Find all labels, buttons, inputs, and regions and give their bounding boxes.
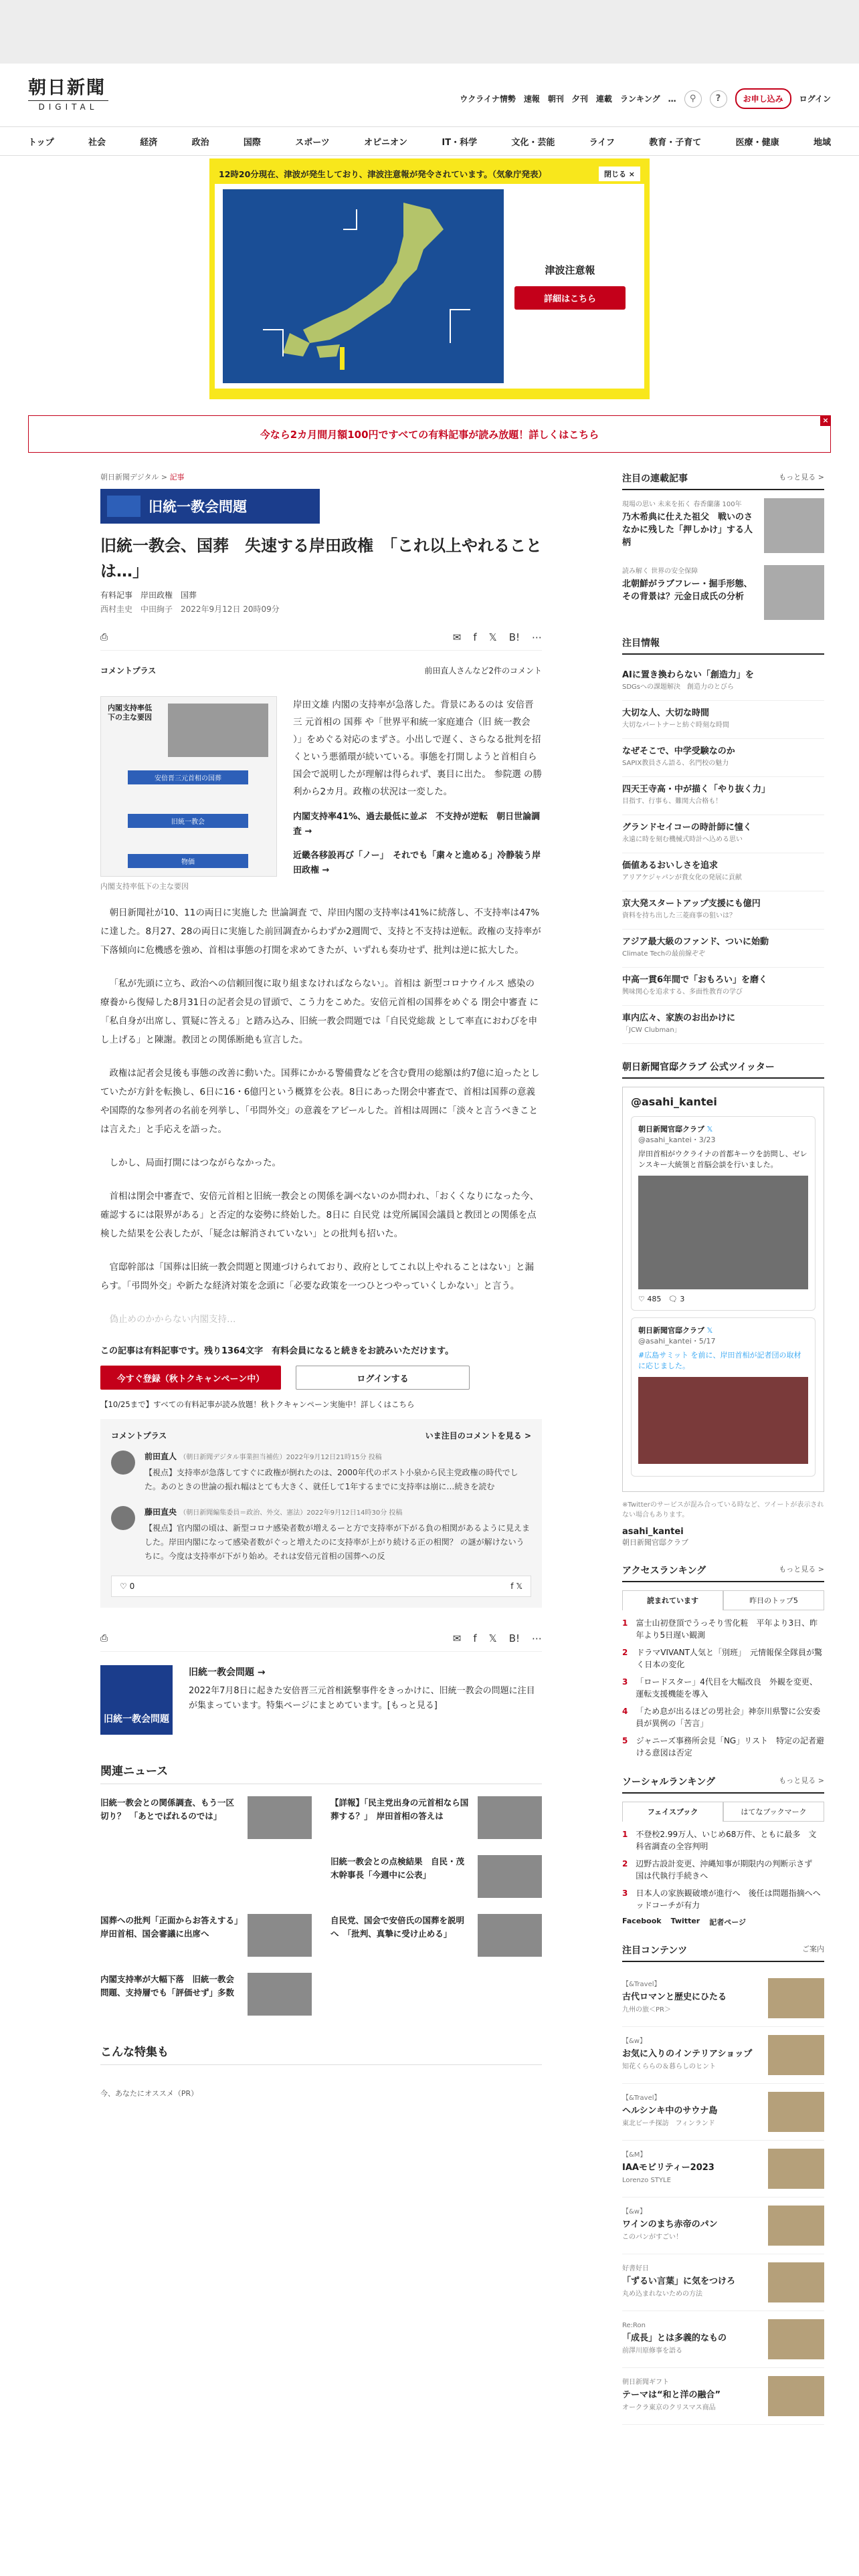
ranking-item[interactable] — [622, 1705, 824, 1729]
print-icon[interactable]: ⎙ — [100, 1632, 108, 1644]
notice-title: AIに置き換わらない「創造力」を — [622, 670, 754, 680]
comment-item — [111, 1451, 531, 1494]
serial-item[interactable] — [622, 565, 824, 620]
related-news-title: 旧統一教会との点検結果 自民・茂木幹事長「今週中に公表」 — [330, 1856, 465, 1880]
notice-box — [622, 636, 824, 1044]
related-news-title: 【詳報】「民主党出身の元首相なら国葬する？」 岸田首相の答えは — [330, 1798, 469, 1821]
serial-more-link[interactable]: もっと見る > — [779, 473, 824, 481]
nav-ukraine[interactable]: ウクライナ情勢 — [460, 94, 516, 104]
paragraph: 政権は記者会見後も事態の改善に動いた。国葬にかかる警備費などを含む費用の総額は約7億に迫ったとしていたが方針を転換し、6日に16・6億円という概算を公表。8日にあった閉会中審査で、首相は国葬の意義や国際的な参列者の名前を列挙し、「弔問外交」の意義をアピールした。首相は周囲に「淡々と言うべきことは言えた」と手応えを語った。 — [100, 1068, 540, 1135]
tab-facebook[interactable]: フェイスブック — [622, 1802, 723, 1822]
related-news-thumb — [248, 1973, 312, 2016]
social-item[interactable] — [622, 1858, 824, 1882]
content-meta: 丸め込まれないための方法 — [622, 2290, 702, 2298]
comments-more-link[interactable]: いま注目のコメントを見る > — [425, 1431, 531, 1440]
related-news-title: 自民党、国会で安倍氏の国葬を説明へ 「批判、真摯に受け止める」 — [330, 1915, 465, 1939]
image-caption: 内閣支持率低下の主な要因 — [100, 882, 189, 891]
content-meta: 九州の旅＜PR＞ — [622, 2006, 671, 2014]
related-news-thumb — [478, 1914, 542, 1957]
notice-sub: SAPIX教員さん語る、名門校の魅力 — [622, 760, 729, 767]
notice-title: なぜそこで、中学受験なのか — [622, 746, 735, 756]
like-count: 0 — [129, 1582, 135, 1591]
facebook-link[interactable]: Facebook — [622, 1917, 662, 1925]
content-source: 【&w】 — [622, 2208, 646, 2216]
ranking-item[interactable] — [622, 1735, 824, 1759]
notice-sub: 資料を持ち出した三菱商事の狙いは？ — [622, 912, 736, 920]
related-news-title: 内閣支持率が大幅下落 旧統一教会問題、支持層でも「評価せず」多数 — [100, 1974, 235, 1998]
twitter-box — [622, 1060, 824, 1547]
related-link-2[interactable]: 近畿各移設再び「ノー」 それでも「粛々と進める」冷静装う岸田政権 → — [293, 851, 541, 875]
notice-title: 大切な人、大切な時間 — [622, 708, 710, 718]
ranking-number: 1 — [622, 1618, 628, 1628]
comment-text: 【視点】支持率が急落してすぐに政権が倒れたのは、2000年代のボスト小泉から民主党政権の時代でした。あのときの世論の振れ幅はとても大きく、就任して1年するまでに支持率は崩に…続きを読む — [145, 1468, 518, 1491]
content-heading: 注目コンテンツ — [622, 1945, 688, 1956]
related-news-grid — [100, 1796, 542, 2016]
article-main — [100, 471, 542, 2099]
ranking-number: 3 — [622, 1677, 628, 1687]
related-news-heading: 関連ニュース — [100, 1761, 542, 1784]
mail-icon[interactable]: ✉ — [452, 1632, 462, 1644]
related-news-title — [330, 1973, 542, 2016]
series-card-image: 旧統一教会問題 — [100, 1665, 173, 1735]
featured-content — [622, 1943, 824, 2425]
tweet-photo — [638, 1176, 808, 1289]
social-title: 不登校2.99万人、いじめ68万件、ともに最多 文科省調査の全容判明 — [636, 1830, 817, 1851]
content-source: 【&Travel】 — [622, 2095, 661, 2102]
like-share-icons[interactable]: f 𝕏 — [510, 1582, 522, 1591]
tag-kishida[interactable]: 岸田政権 — [140, 591, 173, 600]
content-source: 好書好日 — [622, 2265, 649, 2272]
social-number: 2 — [622, 1859, 628, 1868]
content-item[interactable] — [622, 2084, 824, 2141]
tab-most-read[interactable]: 読まれています — [622, 1590, 723, 1610]
content-item[interactable] — [622, 2141, 824, 2197]
content-more-link[interactable]: ご案内 — [802, 1945, 824, 1953]
social-number: 3 — [622, 1889, 628, 1898]
infographic-funeral: 安倍晋三元首相の国葬 — [128, 770, 248, 784]
notice-sub: 永遠に時を刻む機械式時計へ込める思い — [622, 836, 743, 843]
japan-map — [223, 189, 504, 383]
social-heading: ソーシャルランキング — [622, 1777, 716, 1788]
infographic-prices: 物価 — [128, 854, 248, 868]
related-news-item[interactable] — [330, 1914, 542, 1957]
tab-yesterday-top5[interactable]: 昨日のトップ5 — [723, 1590, 824, 1610]
content-meta: 知花くららの＆暮らしのヒント — [622, 2063, 716, 2070]
alert-close-button[interactable]: 閉じる × — [599, 167, 640, 181]
notice-item[interactable] — [622, 739, 824, 777]
notice-title: グランドセイコーの時計師に憧く — [622, 823, 752, 833]
tweet-text: 岸田首相がウクライナの首都キーウを訪問し、ゼレンスキー大統領と首脳会談を行いました。 — [638, 1150, 807, 1169]
nav-evening[interactable]: 夕刊 — [571, 94, 588, 104]
paragraph: 首相は閉会中審査で、安倍元首相と旧統一教会との関係を調べないのか問われ、「おくくなりになった今、確認するには限界がある」と否定的な姿勢に終始した。8日に 自民党 は党所属国会議員と教団との関係を点検した結果を公表したが、「疑念は解消されていない」との批判も招いた。 — [100, 1191, 539, 1239]
notice-item[interactable] — [622, 701, 824, 739]
related-news-item[interactable] — [330, 1796, 542, 1839]
print-icon[interactable]: ⎙ — [100, 631, 108, 643]
login-button[interactable]: ログインする — [296, 1366, 470, 1390]
infographic-title: 内閣支持率低下の主な要因 — [108, 704, 152, 722]
avatar[interactable] — [111, 1506, 135, 1530]
breadcrumb-current[interactable]: 記事 — [169, 473, 185, 481]
tag-paid[interactable]: 有料記事 — [100, 591, 133, 600]
notice-sub: 大切なパートナーと紡ぐ時刻な時間 — [622, 722, 729, 729]
twitter-note: ※Twitterのサービスが混み合っている時など、ツイートが表示されない場合もあります。 — [622, 1501, 824, 1519]
content-item[interactable] — [622, 2368, 824, 2425]
article-body — [100, 903, 542, 1329]
infographic-church: 旧統一教会 — [128, 814, 248, 828]
comments-box — [100, 1419, 542, 1608]
related-news-title: 旧統一教会との関係調査、もう一区切り？ 「あとでばれるのでは」 — [100, 1798, 235, 1821]
cat-economy[interactable]: 経済 — [140, 137, 158, 148]
social-more-link[interactable]: もっと見る > — [779, 1776, 824, 1785]
help-icon[interactable]: ? — [710, 90, 727, 108]
close-icon[interactable]: × — [820, 415, 831, 426]
serial-label: 現場の思い 未来を拓く 春香蘭藩 100年 — [622, 501, 742, 508]
site-logo[interactable] — [28, 78, 108, 112]
related-news-thumb — [248, 1914, 312, 1957]
alert-detail-button[interactable]: 詳細はこちら — [514, 286, 626, 310]
byline: 西村圭史 中田絢子 2022年9月12日 20時09分 — [100, 605, 280, 614]
promo-banner[interactable] — [28, 415, 831, 453]
serial-heading: 注目の連載記事 — [622, 473, 688, 484]
heart-icon[interactable]: ♡ — [638, 1295, 645, 1303]
content-source: 【&w】 — [622, 2038, 646, 2045]
twitter-icon: 𝕏 — [706, 1326, 713, 1335]
nav-breaking[interactable]: 速報 — [523, 94, 540, 104]
content-meta: オークラ東京のクリスマス商品 — [622, 2404, 716, 2411]
logo-text: 朝日新聞 — [28, 78, 106, 98]
ranking-title: 「ロードスター」4代目を大幅改良 外観を変更、運転支援機能を導入 — [636, 1677, 818, 1699]
notice-title: 四天王寺高・中が描く「やり抜く力」 — [622, 784, 771, 794]
access-ranking — [622, 1564, 824, 1759]
content-photo — [768, 2206, 824, 2246]
header-nav — [460, 88, 831, 109]
notice-title: アジア最大級のファンド、ついに始動 — [622, 937, 769, 947]
ranking-number: 5 — [622, 1736, 628, 1745]
commenter-name[interactable]: 前田直人 — [145, 1452, 177, 1461]
cat-international[interactable]: 国際 — [243, 137, 261, 148]
content-meta: このパンがすごい！ — [622, 2234, 682, 2241]
more-share-icon[interactable]: ⋯ — [532, 1632, 542, 1644]
notice-sub: 目指す、行事も、難関大合格も！ — [622, 798, 723, 805]
lead-infographic[interactable] — [100, 696, 277, 877]
content-source: Re:Ron — [622, 2322, 646, 2329]
cat-health[interactable]: 医療・健康 — [735, 137, 779, 148]
breadcrumb — [100, 471, 542, 482]
content-title: 「ずるい言葉」に気をつけろ — [622, 2276, 736, 2286]
alert-title: 津波注意報 — [545, 264, 595, 276]
ranking-heading: アクセスランキング — [622, 1566, 706, 1576]
notice-sub: SDGsへの課題解決 創造力のとびら — [622, 683, 735, 691]
related-news-title — [100, 1855, 312, 1898]
cat-life[interactable]: ライフ — [589, 137, 615, 148]
paywall-note: この記事は有料記事です。残り1364文字 有料会員になると続きをお読みいただけます。 — [100, 1346, 454, 1356]
notice-sub: アリアケジャパンが貴女化の発展に貢献 — [622, 874, 742, 881]
related-news-title: 国葬への批判「正面からお答えする」岸田首相、国会審議に出席へ — [100, 1915, 239, 1939]
social-title: 日本人の家族観破壊が進行へ 後任は問題指摘へヘッドコーチが有力 — [636, 1889, 821, 1910]
cat-opinion[interactable]: オピニオン — [364, 137, 408, 148]
ranking-title: ジャニーズ事務所会見「NG」リスト 特定の記者避ける意図は否定 — [636, 1736, 824, 1757]
twitter-link[interactable]: Twitter — [670, 1917, 700, 1925]
serial-photo — [764, 498, 824, 553]
social-item[interactable] — [622, 1887, 824, 1911]
ranking-title: 富士山初登頂でうっそり雪化粧 平年より3日、昨年より5日遅い観測 — [636, 1618, 818, 1640]
serial-label: 読み解く 世界の安全保障 — [622, 568, 698, 575]
serial-photo — [764, 565, 824, 620]
related-link-1[interactable]: 内閣支持率41%、過去最低に並ぶ 不支持が逆転 朝日世論調査 → — [293, 812, 541, 837]
comment-plus-label: コメントプラス — [100, 665, 157, 675]
notice-heading: 注目情報 — [622, 638, 660, 649]
register-button[interactable]: 今すぐ登録（秋トクキャンペーン中） — [100, 1366, 281, 1390]
serial-box — [622, 471, 824, 620]
serial-title: 北朝鮮がラブフレー・掘手形態、その背景は？元金日成氏の分析 — [622, 579, 753, 602]
cat-culture[interactable]: 文化・芸能 — [511, 137, 555, 148]
tab-hatena[interactable]: はてなブックマーク — [723, 1802, 824, 1822]
content-source: 朝日新聞ギフト — [622, 2379, 669, 2386]
commenter-role: （朝日新聞デジタル事業担当補佐）2022年9月12日21時15分 投稿 — [179, 1454, 382, 1461]
more-share-icon[interactable]: ⋯ — [532, 631, 542, 643]
twitter-foot-sub: 朝日新聞官邸クラブ — [622, 1538, 688, 1547]
cat-top[interactable]: トップ — [28, 137, 54, 148]
subscribe-button[interactable]: お申し込み — [735, 88, 791, 109]
site-header — [0, 64, 859, 127]
lead-paragraph: 岸田文雄 内閣の支持率が急落した。背景にあるのは 安倍晋三 元首相の 国葬 や「世界平和統一家庭連合（旧 統一教会 ）」をめぐる対応のまずさ。小出しで遅く、さらなる批判を招くという悪循環が続いている。事態を打開しようと首相自ら国会で説明したが理解は得られず、裏目に出た。 参院選 の勝利から2カ月。政権の状況は一変した。 — [293, 700, 543, 797]
content-title: IAAモビリティー2023 — [622, 2163, 714, 2173]
cat-society[interactable]: 社会 — [88, 137, 106, 148]
reply-icon[interactable]: 🗨 — [668, 1295, 678, 1303]
tweet-handle: @asahi_kantei・3/23 — [638, 1136, 716, 1144]
content-title: ワインのまち赤帝のパン — [622, 2220, 718, 2230]
social-ranking — [622, 1775, 824, 1927]
serial-item[interactable] — [622, 498, 824, 553]
content-meta: 前澤川原修事を語る — [622, 2347, 682, 2355]
ranking-number: 2 — [622, 1648, 628, 1657]
twitter-icon: 𝕏 — [706, 1125, 713, 1134]
related-news-item[interactable] — [100, 1914, 312, 1957]
content-photo — [768, 2319, 824, 2359]
content-photo — [768, 1978, 824, 2018]
hatena-icon[interactable]: B! — [508, 631, 520, 643]
content-item[interactable] — [622, 2311, 824, 2368]
cat-it-science[interactable]: IT・科学 — [442, 137, 478, 148]
tweet-text: #広島サミット を前に、岸田首相が記者団の取材に応じました。 — [638, 1351, 801, 1370]
content-meta: 東北ビーチ探訪 フィンランド — [622, 2120, 715, 2127]
series-card-title[interactable]: 旧統一教会問題 → — [189, 1667, 266, 1678]
notice-sub: 「JCW Clubman」 — [622, 1027, 681, 1034]
special-heading: こんな特集も — [100, 2042, 542, 2065]
comment-item — [111, 1506, 531, 1564]
series-card-desc: 2022年7月8日に起きた安倍晋三元首相銃撃事件をきっかけに、旧統一教会の問題に注目が集まっています。特集ページにまとめています。[もっと見る] — [189, 1686, 535, 1711]
share-bar-bottom — [100, 1625, 542, 1652]
related-news-item[interactable] — [330, 1855, 542, 1898]
cat-sports[interactable]: スポーツ — [295, 137, 330, 148]
content-item[interactable] — [622, 1970, 824, 2027]
tweet[interactable] — [631, 1317, 816, 1477]
notice-sub: Climate Techの最前線ぞぞ — [622, 950, 706, 958]
series-card[interactable] — [100, 1665, 542, 1735]
nav-ranking[interactable]: ランキング — [619, 94, 660, 104]
tweet-replies: 3 — [680, 1295, 685, 1303]
content-photo — [768, 2262, 824, 2302]
paragraph: 朝日新聞社が10、11の両日に実施した 世論調査 で、岸田内閣の支持率は41%に続落し、不支持率は47%に達した。8月27、28の両日に実施した前回調査からわずか2週間で、支持と不支持は逆転。政権の支持率が下落傾向に危機感を強め、首相は事態の打開を求めてきたが、いずれも奏功せず、批判は逆に拡大した。 — [100, 907, 541, 956]
twitter-embed — [622, 1087, 824, 1492]
twitter-icon[interactable]: 𝕏 — [488, 631, 497, 643]
content-photo — [768, 2376, 824, 2416]
breadcrumb-home[interactable]: 朝日新聞デジタル — [100, 473, 159, 481]
facebook-icon[interactable]: f — [473, 1632, 477, 1644]
nav-morning[interactable]: 朝刊 — [547, 94, 564, 104]
tweet-handle: @asahi_kantei・5/17 — [638, 1337, 716, 1346]
notice-title: 京大発スタートアップ支援にも億円 — [622, 899, 761, 909]
ranking-more-link[interactable]: もっと見る > — [779, 1565, 824, 1574]
notice-item[interactable] — [622, 930, 824, 968]
related-news-item[interactable] — [100, 1973, 312, 2016]
notice-item[interactable] — [622, 968, 824, 1006]
twitter-foot-name[interactable]: asahi_kantei — [622, 1527, 684, 1537]
alert-text: 12時20分現在、津波が発生しており、津波注意報が発令されています。（気象庁発表） — [219, 169, 547, 179]
like-button[interactable] — [120, 1582, 134, 1591]
comments-heading: コメントプラス — [111, 1431, 167, 1440]
serial-title: 乃木希典に仕えた祖父 戦いのさなかに残した「押しかけ」する人柄 — [622, 512, 753, 548]
notice-item[interactable] — [622, 815, 824, 853]
twitter-heading: 朝日新聞官邸クラブ 公式ツイッター — [622, 1062, 775, 1073]
content-source: 【&M】 — [622, 2151, 647, 2159]
search-icon[interactable]: ⚲ — [684, 90, 702, 108]
heart-icon: ♡ — [120, 1582, 127, 1591]
share-bar — [100, 624, 542, 651]
content-title: お気に入りのインテリアショップ — [622, 2049, 753, 2059]
content-title: ヘルシンキ中のサウナ島 — [622, 2106, 718, 2116]
notice-item[interactable] — [622, 777, 824, 815]
tweet-author: 朝日新聞官邸クラブ — [638, 1326, 704, 1335]
related-news-item[interactable] — [330, 1973, 542, 2016]
ranking-number: 4 — [622, 1707, 628, 1716]
paragraph: しかし、局面打開にはつながらなかった。 — [109, 1158, 281, 1168]
social-item[interactable] — [622, 1828, 824, 1852]
related-news-thumb — [248, 1796, 312, 1839]
ranking-item[interactable] — [622, 1646, 824, 1671]
related-news-item[interactable] — [100, 1796, 312, 1839]
social-number: 1 — [622, 1830, 628, 1839]
reporter-page-link[interactable]: 記者ページ — [709, 1918, 746, 1927]
avatar[interactable] — [111, 1451, 135, 1475]
mail-icon[interactable]: ✉ — [452, 631, 462, 643]
ranking-title: 「ため息が出るほどの男社会」神奈川県警に公安委員が異例の「苦言」 — [636, 1707, 821, 1728]
social-title: 辺野古設計変更、沖縄知事が期限内の判断示さず 国は代執行手続きへ — [636, 1859, 821, 1881]
article-tags — [100, 589, 542, 601]
hatena-icon[interactable]: B! — [508, 1632, 520, 1644]
related-news-thumb — [478, 1796, 542, 1839]
comment-text: 【視点】官内閣の頃は、新型コロナ感染者数が増えるーと方で支持率が下がる負の相関があるように見えました。岸田内閣になって感染者数がぐっと増えたのに支持率が上がり続ける正の相関？ の謎が解けないうちに。今度は支持率が下がり始め。それは安倍元首相の国葬への反 — [145, 1523, 531, 1561]
paragraph: 「私が先頭に立ち、政治への信頼回復に取り組まなければならない」。首相は 新型コロナウイルス 感染の療養から復帰した8月31日の記者会見の冒頭で、こう力をこめた。安倍元首相の国葬をめぐる 閉会中審査 に「私自身が出席し、質疑に答える」と踏み込み、旧統一教会問題では「自民党総裁 として率直におわびを申し上げる」と陳謝。教団との関係断絶も宣言した。 — [100, 978, 539, 1045]
notice-item[interactable] — [622, 853, 824, 891]
nav-series[interactable]: 連載 — [595, 94, 612, 104]
content-item[interactable] — [622, 2254, 824, 2311]
faded-paragraph: 偽止めのかからない内閣支持… — [109, 1314, 236, 1325]
comment-plus-bar[interactable] — [100, 656, 542, 684]
notice-title: 価値あるおいしさを追求 — [622, 861, 719, 871]
category-nav — [0, 127, 859, 156]
tsunami-alert — [209, 158, 650, 399]
article-title: 旧統一教会、国葬 失速する岸田政権 「これ以上やれることは…」 — [100, 536, 542, 580]
tag-state-funeral[interactable]: 国葬 — [181, 591, 197, 600]
tweet-photo — [638, 1377, 808, 1464]
recommend-label: 今、あなたにオススメ（PR） — [100, 2089, 199, 2098]
notice-title: 中高一貫6年間で「おもろい」を磨く — [622, 975, 768, 985]
sidebar — [622, 471, 824, 2441]
promo-banner-text: 今なら2カ月間月額100円ですべての有料記事が読み放題！詳しくはこちら — [260, 428, 599, 441]
twitter-handle[interactable]: @asahi_kantei — [631, 1095, 717, 1108]
facebook-icon[interactable]: f — [473, 631, 477, 643]
tweet-author: 朝日新聞官邸クラブ — [638, 1125, 704, 1134]
campaign-note[interactable]: 【10/25まで】すべての有料記事が読み放題！秋トクキャンペーン実施中！詳しくはこちら — [100, 1400, 415, 1409]
lead-section — [100, 696, 542, 891]
content-title: テーマは“和と洋の融合” — [622, 2390, 721, 2400]
cat-region[interactable]: 地域 — [813, 137, 831, 148]
content-photo — [768, 2149, 824, 2189]
tweet[interactable] — [631, 1116, 816, 1311]
logo-subtext: DIGITAL — [28, 100, 108, 112]
login-link[interactable]: ログイン — [799, 94, 831, 104]
notice-item[interactable] — [622, 891, 824, 930]
series-badge[interactable]: 旧統一教会問題 — [100, 489, 320, 524]
notice-item[interactable] — [622, 1006, 824, 1044]
cat-politics[interactable]: 政治 — [191, 137, 209, 148]
notice-title: 車内広々、家族のお出かけに — [622, 1013, 736, 1023]
ranking-item[interactable] — [622, 1617, 824, 1641]
like-bar — [111, 1576, 531, 1597]
kishida-photo — [168, 704, 268, 757]
content-photo — [768, 2092, 824, 2132]
content-source: 【&Travel】 — [622, 1981, 661, 1988]
cat-education[interactable]: 教育・子育て — [649, 137, 702, 148]
content-item[interactable] — [622, 2027, 824, 2084]
paragraph: 官邸幹部は「国葬は旧統一教会問題と関連づけられており、政府としてこれ以上やれることはない」と漏らす。「弔問外交」や新たな経済対策を念頭に「必要な政策を一つひとつやっていくしかない」と言う。 — [100, 1262, 534, 1291]
content-item[interactable] — [622, 2197, 824, 2254]
tweet-likes: 485 — [647, 1295, 662, 1303]
breadcrumb-separator: > — [161, 473, 168, 481]
notice-sub: 興味関心を追求する、多面性教育の学び — [622, 988, 743, 996]
ranking-item[interactable] — [622, 1676, 824, 1700]
ranking-title: ドラマVIVANT人気と「別班」 元情報保全隊員が驚く日本の変化 — [636, 1648, 822, 1669]
content-title: 「成長」とは多義的なもの — [622, 2333, 727, 2343]
commenter-name[interactable]: 藤田直央 — [145, 1507, 177, 1517]
nav-more[interactable]: … — [668, 94, 676, 104]
commenter-role: （朝日新聞編集委員＝政治、外交、憲法）2022年9月12日14時30分 投稿 — [179, 1509, 403, 1517]
comment-count[interactable]: 前田直人さんなど2件のコメント — [424, 665, 542, 675]
related-news-thumb — [478, 1855, 542, 1898]
related-news-item[interactable] — [100, 1855, 312, 1898]
content-title: 古代ロマンと歴史にひたる — [622, 1992, 727, 2002]
top-ad-strip — [0, 0, 859, 64]
content-photo — [768, 2035, 824, 2075]
content-meta: Lorenzo STYLE — [622, 2177, 671, 2184]
twitter-icon[interactable]: 𝕏 — [488, 1632, 497, 1644]
notice-item[interactable] — [622, 663, 824, 701]
